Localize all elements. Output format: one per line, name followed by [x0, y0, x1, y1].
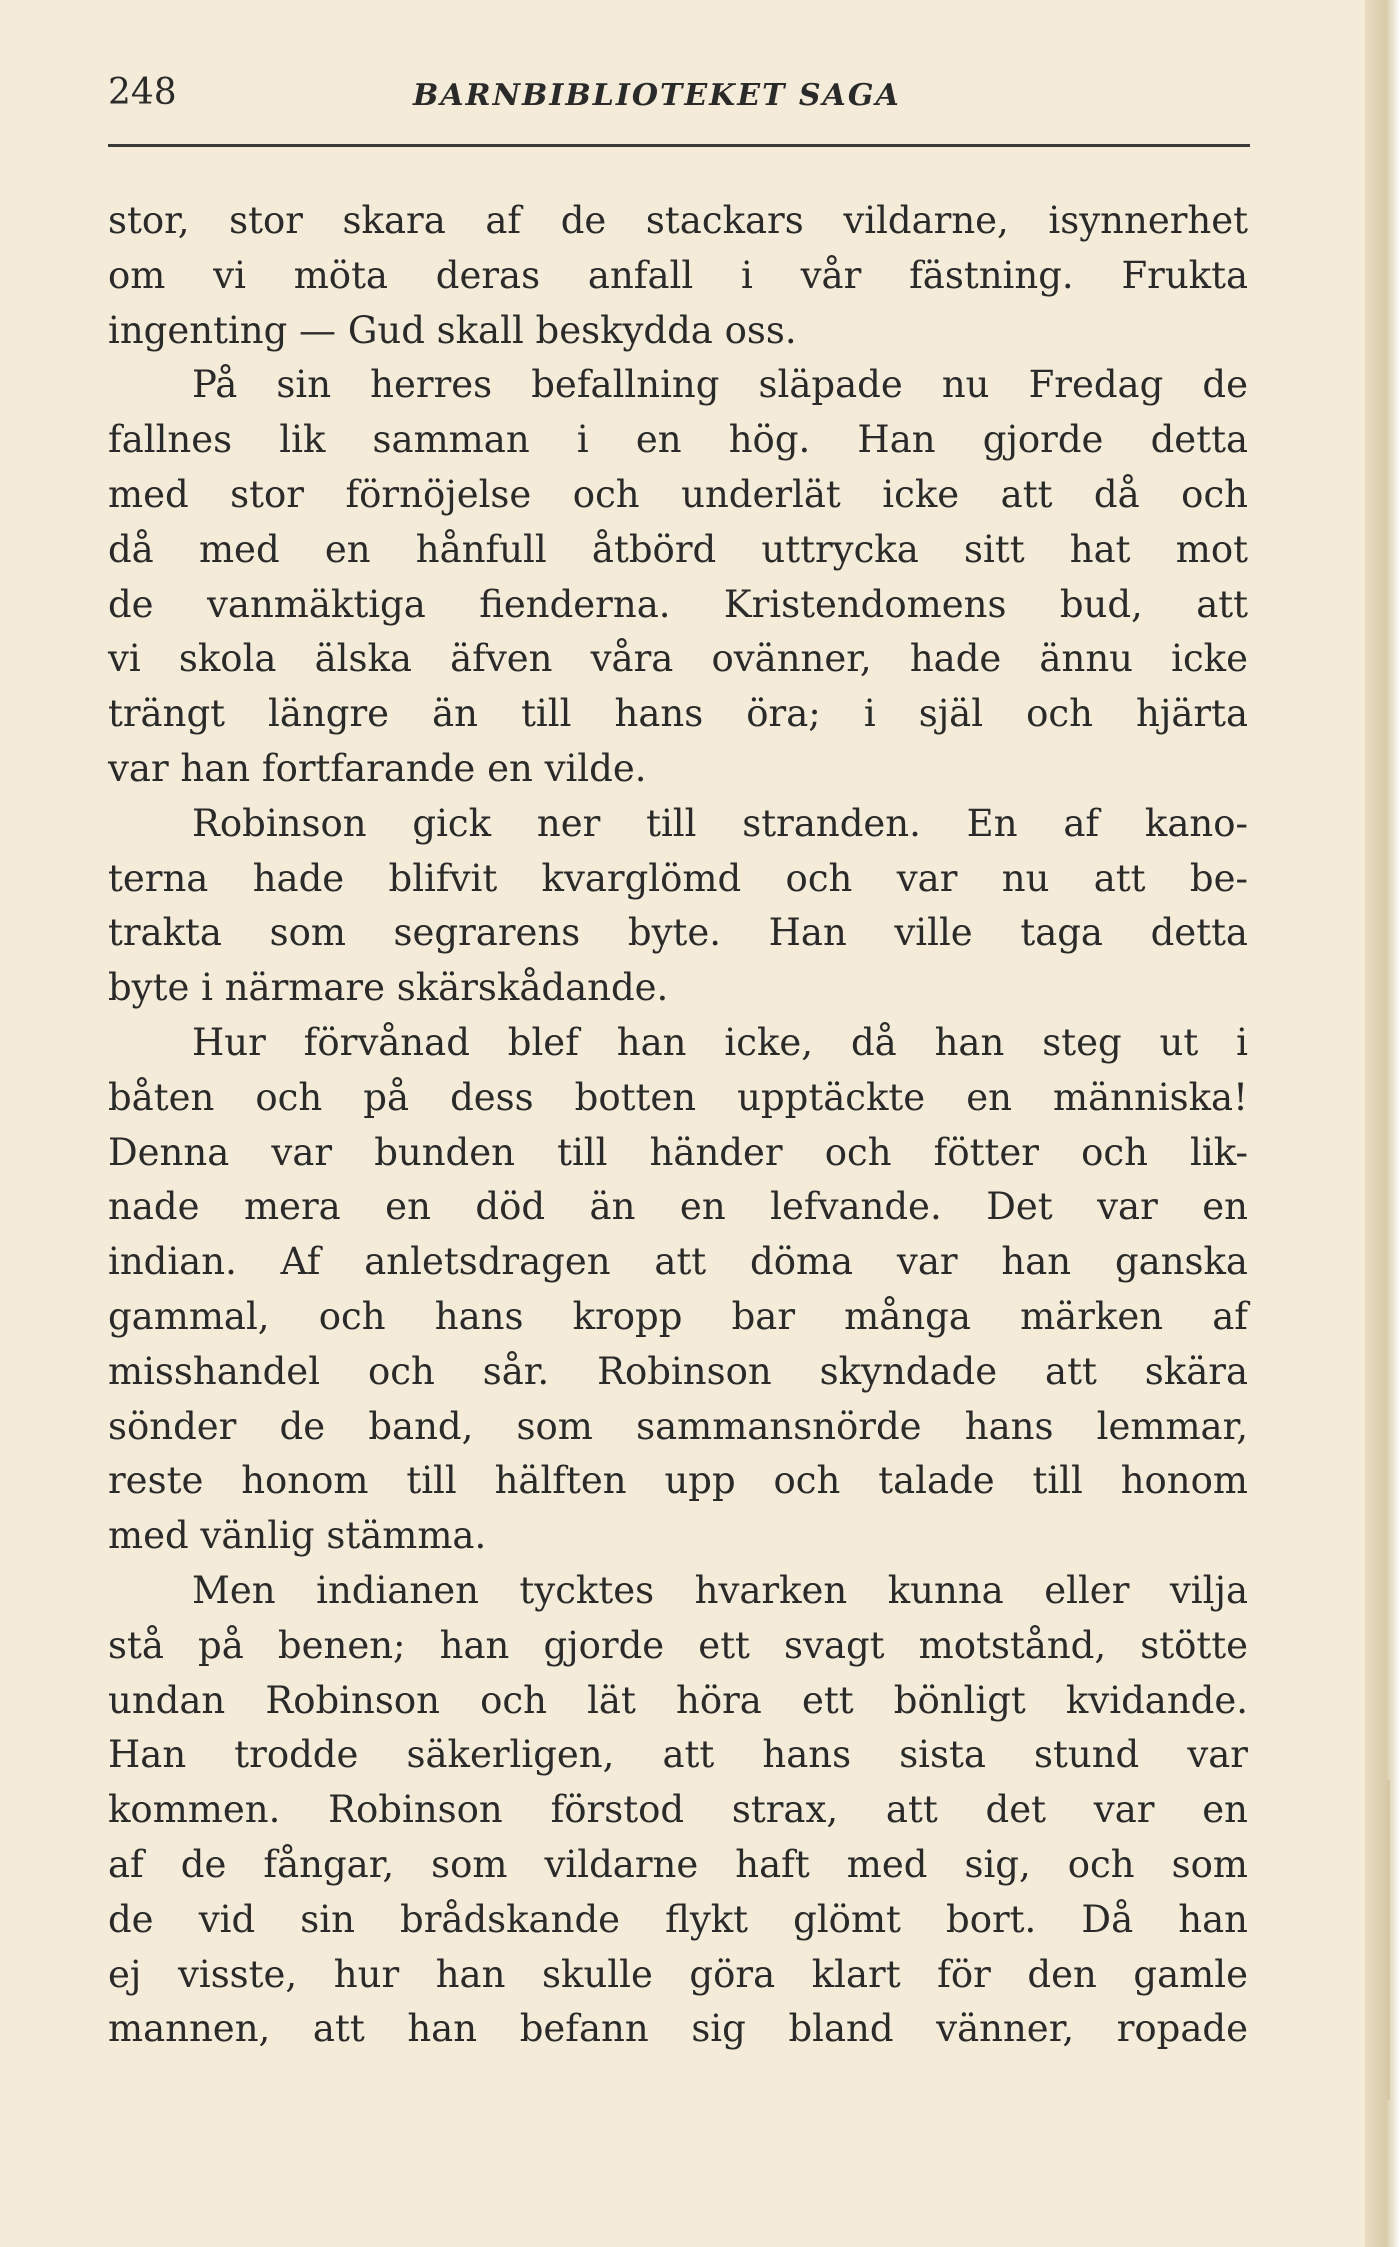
text-line: vi skola älska äfven våra ovänner, hade ännu icke: [108, 637, 1248, 681]
text-line: om vi möta deras anfall i vår fästning. Frukta: [108, 253, 1248, 297]
text-line: Robinson gick ner till stranden. En af kano-: [192, 801, 1248, 845]
text-line: de vid sin brådskande flykt glömt bort. Då han: [108, 1897, 1248, 1941]
text-line: af de fångar, som vildarne haft med sig, och som: [108, 1842, 1248, 1886]
page-header: [108, 72, 1250, 142]
header-rule: [108, 144, 1250, 147]
text-line: med vänlig stämma.: [108, 1514, 487, 1558]
text-line: reste honom till hälften upp och talade till honom: [108, 1459, 1248, 1503]
body-text: [108, 194, 1248, 2057]
text-line: sönder de band, som sammansnörde hans lemmar,: [108, 1404, 1248, 1448]
text-line: var han fortfarande en vilde.: [108, 746, 647, 790]
text-line: misshandel och sår. Robinson skyndade att skära: [108, 1349, 1248, 1393]
text-line: nade mera en död än en lefvande. Det var en: [108, 1185, 1248, 1229]
text-line: Denna var bunden till händer och fötter och lik-: [108, 1130, 1248, 1174]
text-line: Men indianen tycktes hvarken kunna eller vilja: [192, 1568, 1248, 1612]
text-line: Hur förvånad blef han icke, då han steg ut i: [192, 1020, 1248, 1064]
text-line: stå på benen; han gjorde ett svagt motstånd, stötte: [108, 1623, 1248, 1667]
running-title: BARNBIBLIOTEKET SAGA: [413, 78, 901, 113]
text-line: ej visste, hur han skulle göra klart för den gamle: [108, 1952, 1248, 1996]
text-line: kommen. Robinson förstod strax, att det var en: [108, 1788, 1248, 1832]
text-line: trängt längre än till hans öra; i själ och hjärta: [108, 692, 1248, 736]
page-edge: [1365, 0, 1400, 2247]
text-line: byte i närmare skärskådande.: [108, 966, 669, 1010]
text-line: trakta som segrarens byte. Han ville taga detta: [108, 911, 1248, 955]
page-number: 248: [108, 72, 177, 113]
text-line: ingenting — Gud skall beskydda oss.: [108, 308, 797, 352]
text-line: båten och på dess botten upptäckte en människa!: [108, 1075, 1248, 1119]
text-line: då med en hånfull åtbörd uttrycka sitt hat mot: [108, 527, 1248, 571]
page-edge-mark: [1386, 1780, 1390, 2100]
text-line: indian. Af anletsdragen att döma var han ganska: [108, 1240, 1248, 1284]
text-line: fallnes lik samman i en hög. Han gjorde detta: [108, 418, 1248, 462]
text-line: stor, stor skara af de stackars vildarne, isynnerhet: [108, 199, 1248, 242]
text-line: undan Robinson och lät höra ett bönligt kvidande.: [108, 1678, 1248, 1722]
text-line: På sin herres befallning släpade nu Fredag de: [192, 363, 1248, 407]
text-line: terna hade blifvit kvarglömd och var nu att be-: [108, 856, 1248, 900]
text-line: med stor förnöjelse och underlät icke att då och: [108, 472, 1248, 516]
text-line: gammal, och hans kropp bar många märken af: [108, 1294, 1248, 1338]
text-line: Han trodde säkerligen, att hans sista stund var: [108, 1733, 1248, 1777]
text-line: mannen, att han befann sig bland vänner, ropade: [108, 2007, 1248, 2051]
text-line: de vanmäktiga fienderna. Kristendomens bud, att: [108, 582, 1248, 626]
